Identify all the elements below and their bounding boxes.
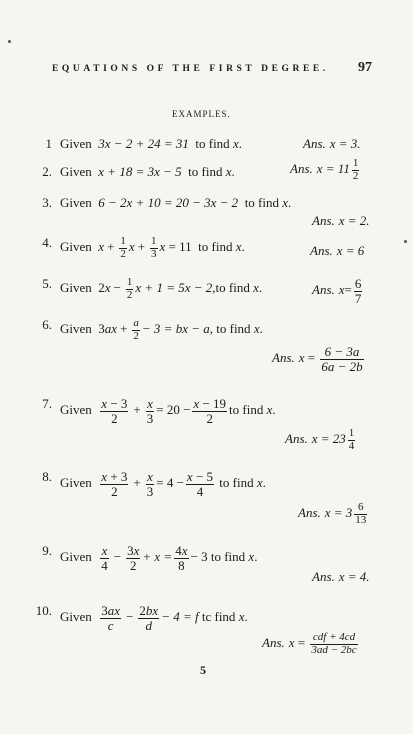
answer-3: Ans. x = 2. <box>312 213 370 228</box>
answer-4: Ans. x = 6 <box>310 243 365 258</box>
example-9: 9. Given $\frac{x}{4}$ − $\frac{3x}{2}$ + x = $\frac{4x}{8}$ − 3 to find x. <box>42 543 258 573</box>
example-1: 1 Given 3x − 2 + 24 = 31 to find x. <box>45 136 242 151</box>
running-head: EQUATIONS OF THE FIRST DEGREE. <box>52 64 329 74</box>
paper-speck <box>404 240 407 243</box>
answer-7: Ans. x = 23 $\frac{1}{4}$ <box>285 427 355 452</box>
answer-6: Ans. x = $\frac{6 - 3a}{6a - 2b}$ <box>272 344 363 374</box>
example-10: 10. Given $\frac{3ax}{c}$ − $\frac{2bx}{d}$ − 4 = f tc find x. <box>35 603 248 633</box>
signature-mark: 5 <box>200 663 206 677</box>
page-number: 97 <box>358 60 372 75</box>
example-5: 5. Given 2x − $\frac{1}{2}$ x + 1 = 5x − 2,to find x. <box>42 276 263 301</box>
answer-8: Ans. x = 3 $\frac{6}{13}$ <box>298 501 367 526</box>
example-3: 3. Given 6 − 2x + 10 = 20 − 3x − 2 to find x. <box>42 195 292 210</box>
example-7: 7. Given $\frac{x - 3}{2}$ + $\frac{x}{3}$ = 20 − $\frac{x - 19}{2}$ to find x. <box>42 396 276 426</box>
example-4: 4. Given x + $\frac{1}{2}$ x + $\frac{1}{3}$ x = 11 to find x. <box>42 235 245 260</box>
example-2: 2. Given x + 18 = 3x − 5 to find x. <box>42 164 235 179</box>
example-6: 6. Given 3ax + $\frac{a}{2}$ − 3 = bx − a, to find x. <box>42 317 263 342</box>
paper-speck <box>8 40 11 43</box>
answer-1: Ans. x = 3. <box>303 136 361 151</box>
answer-9: Ans. x = 4. <box>312 569 370 584</box>
example-8: 8. Given $\frac{x + 3}{2}$ + $\frac{x}{3}$ = 4 − $\frac{x - 5}{4}$ to find x. <box>42 469 266 499</box>
answer-5: Ans. x= $\frac{6}{7}$ <box>312 276 362 306</box>
section-title: EXAMPLES. <box>172 109 231 119</box>
answer-10: Ans. x = cdf + 4cd 3ad − 2bc <box>262 631 357 656</box>
answer-2: Ans. x = 11 $\frac{1}{2}$ <box>290 157 359 182</box>
